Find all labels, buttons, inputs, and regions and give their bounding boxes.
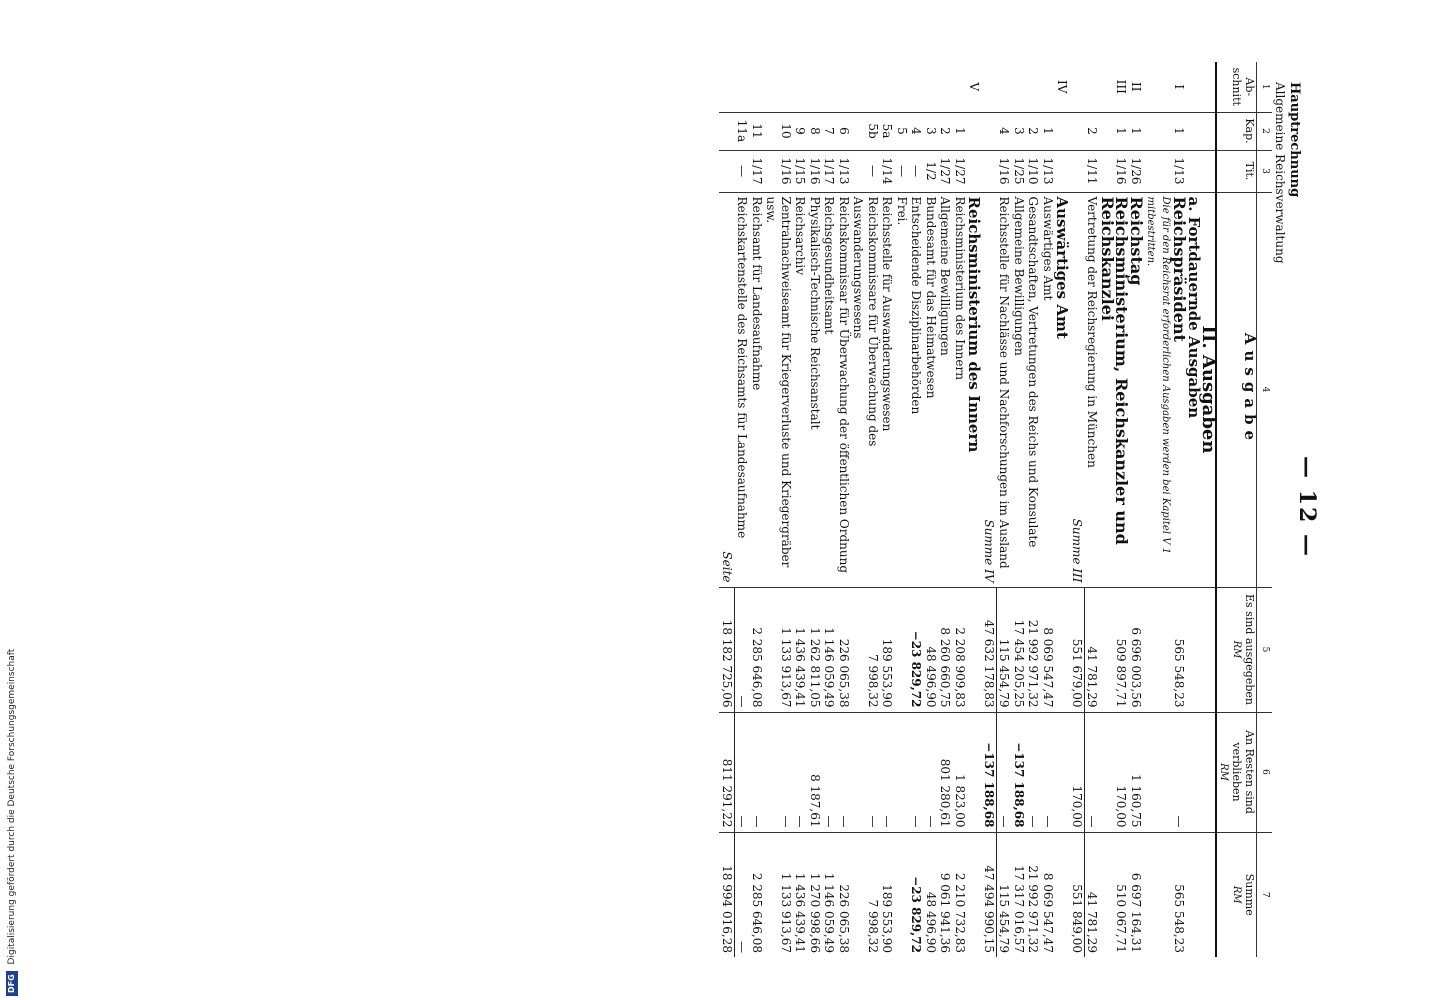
titel-cell: 1/10: [1026, 150, 1041, 192]
kapitel-cell: 10: [764, 112, 793, 150]
summe-cell: 510 067,71: [1114, 884, 1129, 953]
abschnitt-cell: [895, 62, 910, 112]
sum-summe: 551 849,00: [1070, 832, 1085, 957]
kapitel-cell: 2: [938, 112, 953, 150]
ledger-row-note: [1143, 62, 1172, 957]
colnum-5: 5: [1257, 587, 1272, 712]
reste-cell: —: [764, 712, 793, 832]
ledger-row-item: [837, 62, 852, 957]
ledger-row-item: [808, 62, 823, 957]
ausgegeben-cell: 1 436 439,41: [793, 587, 808, 712]
column-header-row: [1217, 62, 1258, 957]
description-cell: Allgemeine Bewilligungen: [1012, 192, 1027, 587]
ab-cell: [1187, 62, 1202, 112]
abschnitt-cell: [1041, 62, 1056, 112]
abschnitt-cell: [750, 62, 765, 112]
description-cell: Reichsministerium, Reichskanzler und Reichskanzlei: [1100, 192, 1129, 587]
abschnitt-cell: [793, 62, 808, 112]
ausgegeben-cell: 115 454,79: [997, 587, 1012, 712]
ausgegeben-cell: −23 829,72: [909, 587, 924, 712]
kapitel-cell: 5b: [851, 112, 880, 150]
titel-cell: 1/13: [1172, 150, 1187, 192]
unit-label: RM: [1231, 640, 1243, 659]
c6-cell: [1143, 712, 1172, 832]
kapitel-cell: 1: [1041, 112, 1056, 150]
summe-cell: 115 454,79: [997, 884, 1012, 953]
kap-cell: [1143, 112, 1172, 150]
abschnitt-cell: III: [1100, 62, 1129, 112]
abschnitt-cell: [837, 62, 852, 112]
header-summe-label: Summe: [1243, 873, 1257, 916]
ledger-row-item: [764, 62, 793, 957]
titel-cell: 1/2: [924, 150, 939, 192]
sum-reste: 170,00: [1070, 712, 1085, 832]
ledger-row-heading: [1201, 62, 1217, 957]
abschnitt-cell: [822, 62, 837, 112]
kapitel-cell: 3: [1012, 112, 1027, 150]
description-cell: Reichsamt für Landesaufnahme: [750, 192, 765, 587]
ledger-row-section: [967, 62, 982, 957]
tit-cell: [1055, 150, 1070, 192]
ledger-row-item: [1012, 62, 1027, 957]
reste-cell: 801 280,61: [938, 712, 953, 832]
ausgegeben-cell: 2 208 909,83: [953, 587, 968, 712]
ledger-row-item: [909, 62, 924, 957]
kapitel-cell: 11a: [735, 112, 750, 150]
ausgegeben-cell: 41 781,29: [1085, 587, 1100, 712]
ausgegeben-cell: 1 262 811,05: [808, 587, 823, 712]
description-cell: Frei.: [895, 192, 910, 587]
ausgegeben-cell: 7 998,32: [851, 587, 880, 712]
titel-cell: —: [851, 150, 880, 192]
ausgegeben-cell: —: [735, 587, 750, 712]
header-kap: Kap.: [1217, 112, 1258, 150]
summe-cell: 226 065,38: [837, 884, 851, 953]
kapitel-cell: 8: [808, 112, 823, 150]
tit-cell: [1187, 150, 1202, 192]
ledger-row-item: [1085, 62, 1100, 957]
c5-cell: [1055, 587, 1070, 712]
kap-cell: [1055, 112, 1070, 150]
description-cell: Zentralnachweiseamt für Kriegerverluste und Kriegergräber usw.: [764, 192, 793, 587]
description-cell: Vertretung der Reichsregierung in München: [1085, 192, 1100, 587]
tit-cell: [720, 150, 735, 192]
kap-cell: [1187, 112, 1202, 150]
description-cell: Physikalisch-Technische Reichsanstalt: [808, 192, 823, 587]
ausgegeben-cell: 17 454 205,25: [1012, 587, 1027, 712]
kapitel-cell: 1: [1100, 112, 1129, 150]
summe-cell: 565 548,23: [1172, 884, 1187, 953]
note-text: Die für den Reichsrat erforderlichen Ausgaben werden bei Kapitel V 1 mitbestritten.: [1143, 192, 1172, 587]
reste-cell: 170,00: [1100, 712, 1129, 832]
ledger-row-item: [924, 62, 939, 957]
header-reste-label: An Resten sind verblieben: [1230, 730, 1257, 814]
c7-cell: [1143, 832, 1172, 957]
titel-cell: 1/26: [1129, 150, 1144, 192]
description-cell: Reichsstelle für Auswanderungswesen: [880, 192, 895, 587]
ledger-row-item: [822, 62, 837, 957]
titel-cell: 1/13: [1041, 150, 1056, 192]
ledger-row-item: [750, 62, 765, 957]
sum-ausgegeben: 18 182 725,06: [720, 587, 735, 712]
abschnitt-cell: [764, 62, 793, 112]
titel-cell: 1/14: [880, 150, 895, 192]
kapitel-cell: 1: [1172, 112, 1187, 150]
ledger-row-item: [851, 62, 880, 957]
titel-cell: —: [735, 150, 750, 192]
reste-cell: —: [1041, 712, 1056, 832]
kap-cell: [1070, 112, 1085, 150]
sum-ausgegeben: 551 679,00: [1070, 587, 1085, 712]
abschnitt-cell: [808, 62, 823, 112]
header-ausgegeben: [1217, 587, 1258, 712]
ledger-row-section: [1055, 62, 1070, 957]
reste-cell: —: [997, 712, 1012, 832]
colnum-4: 4: [1257, 192, 1272, 587]
column-number-row: [1257, 62, 1272, 957]
titel-cell: —: [909, 150, 924, 192]
ledger-row-sum: [720, 62, 735, 957]
summe-cell: 6 697 164,31: [1129, 872, 1143, 953]
titel-cell: 1/15: [793, 150, 808, 192]
summe-cell: 48 496,90: [924, 891, 938, 953]
abschnitt-cell: [1012, 62, 1027, 112]
ledger-table: [720, 62, 1273, 957]
header-tit: Tit.: [1217, 150, 1258, 192]
titel-cell: 1/17: [822, 150, 837, 192]
summe-cell: −23 829,72: [909, 876, 924, 953]
ausgegeben-cell: 1 133 913,67: [764, 587, 793, 712]
reste-cell: −137 188,68: [1012, 712, 1027, 832]
description-cell: Reichskartenstelle des Reichsamts für Landesaufnahme: [735, 192, 750, 587]
ledger-row-item: [953, 62, 968, 957]
description-cell: Reichskommissar für Überwachung der öffentlichen Ordnung: [837, 192, 852, 587]
ausgegeben-cell: 509 897,71: [1100, 587, 1129, 712]
sum-reste: 811 291,22: [720, 712, 735, 832]
titel-cell: 1/11: [1085, 150, 1100, 192]
kapitel-cell: 1: [953, 112, 968, 150]
c7-cell: [1055, 832, 1070, 957]
kapitel-cell: 6: [837, 112, 852, 150]
ausgegeben-cell: 1 146 059,49: [822, 587, 837, 712]
reste-cell: 1 160,75: [1129, 712, 1144, 832]
sum-label: Seite: [720, 192, 735, 587]
header-subtitle: Allgemeine Reichsverwaltung: [1273, 82, 1287, 264]
unit-label: RM: [1231, 885, 1243, 904]
kapitel-cell: 1: [1129, 112, 1144, 150]
summe-cell: 1 133 913,67: [779, 872, 793, 953]
sum-ausgegeben: 47 632 178,83: [982, 587, 997, 712]
sum-label: Summe IV: [982, 192, 997, 587]
summe-cell: 1 436 439,41: [793, 872, 808, 953]
summe-cell: 189 553,90: [880, 884, 895, 953]
description-cell: Allgemeine Bewilligungen: [938, 192, 953, 587]
ledger-row-item: [997, 62, 1012, 957]
titel-cell: 1/16: [997, 150, 1012, 192]
reste-cell: [895, 712, 910, 832]
section-heading: II. Ausgaben: [1201, 192, 1217, 587]
titel-cell: 1/25: [1012, 150, 1027, 192]
ausgegeben-cell: [895, 587, 910, 712]
unit-label: RM: [1218, 763, 1230, 781]
ledger-page: [60, 42, 1330, 972]
summe-cell: 1 270 998,66: [808, 872, 822, 953]
titel-cell: 1/16: [808, 150, 823, 192]
ledger-body: [720, 62, 1220, 957]
reste-cell: —: [750, 712, 765, 832]
kap-cell: [982, 112, 997, 150]
header-reste: [1217, 712, 1258, 832]
reste-cell: 8 187,61: [808, 712, 823, 832]
reste-cell: —: [793, 712, 808, 832]
reste-cell: —: [735, 712, 750, 832]
c5-cell: [967, 587, 982, 712]
colnum-7: 7: [1257, 832, 1272, 957]
header-abschnitt: Ab-schnitt: [1217, 62, 1258, 112]
abschnitt-cell: [953, 62, 968, 112]
ausgegeben-cell: 189 553,90: [880, 587, 895, 712]
abschnitt-cell: V: [967, 62, 982, 112]
dfg-logo: DFG: [6, 971, 18, 996]
titel-cell: 1/13: [837, 150, 852, 192]
reste-cell: —: [822, 712, 837, 832]
abschnitt-cell: [851, 62, 880, 112]
reste-cell: —: [880, 712, 895, 832]
header-title: Hauptrechnung: [1287, 82, 1302, 198]
description-cell: Reichsarchiv: [793, 192, 808, 587]
description-cell: Gesandtschaften, Vertretungen des Reichs und Konsulate: [1026, 192, 1041, 587]
abschnitt-cell: [924, 62, 939, 112]
section-title: Reichsministerium des Innern: [967, 192, 982, 587]
reste-cell: —: [851, 712, 880, 832]
colnum-3: 3: [1257, 150, 1272, 192]
kapitel-cell: 5: [895, 112, 910, 150]
tit-cell: [1070, 150, 1085, 192]
sum-summe: 47 494 990,15: [982, 832, 997, 957]
reste-cell: —: [1085, 712, 1100, 832]
c7-cell: [967, 832, 982, 957]
summe-cell: 9 061 941,36: [938, 872, 953, 953]
c5-cell: [1187, 587, 1202, 712]
summe-cell: 2 285 646,08: [750, 872, 764, 953]
reste-cell: —: [924, 712, 939, 832]
kapitel-cell: 4: [909, 112, 924, 150]
titel-cell: 1/16: [764, 150, 793, 192]
sum-summe: 18 994 016,28: [720, 832, 735, 957]
kapitel-cell: 2: [1085, 112, 1100, 150]
ledger-row-item: [1041, 62, 1056, 957]
abschnitt-cell: [1085, 62, 1100, 112]
ledger-row-item: [938, 62, 953, 957]
kapitel-cell: 3: [924, 112, 939, 150]
c5-cell: [1201, 587, 1217, 712]
titel-cell: 1/27: [953, 150, 968, 192]
kap-cell: [967, 112, 982, 150]
c6-cell: [967, 712, 982, 832]
credit-text: Digitalisierung gefördert durch die Deutsche Forschungsgemeinschaft: [7, 648, 17, 965]
section-title: Auswärtiges Amt: [1055, 192, 1070, 587]
colnum-2: 2: [1257, 112, 1272, 150]
ledger-row-item: [895, 62, 910, 957]
abschnitt-cell: I: [1172, 62, 1187, 112]
ledger-row-item: [1172, 62, 1187, 957]
header-summe: [1217, 832, 1258, 957]
ab-cell: [1201, 62, 1217, 112]
section-heading: a. Fortdauernde Ausgaben: [1187, 192, 1202, 587]
description-cell: Bundesamt für das Heimatwesen: [924, 192, 939, 587]
description-cell: Entscheidende Disziplinarbehörden: [909, 192, 924, 587]
description-cell: Reichsgesundheitsamt: [822, 192, 837, 587]
header-ausgegeben-label: Es sind ausgegeben: [1243, 594, 1257, 705]
description-cell: Reichstag: [1129, 192, 1144, 587]
kapitel-cell: 9: [793, 112, 808, 150]
header-ausgabe: Ausgabe: [1217, 192, 1258, 587]
kapitel-cell: 11: [750, 112, 765, 150]
description-cell: Reichsministerium des Innern: [953, 192, 968, 587]
colnum-1: 1: [1257, 62, 1272, 112]
abschnitt-cell: [909, 62, 924, 112]
kap-cell: [1201, 112, 1217, 150]
c6-cell: [1187, 712, 1202, 832]
ausgegeben-cell: 565 548,23: [1172, 587, 1187, 712]
abschnitt-cell: [997, 62, 1012, 112]
reste-cell: —: [837, 712, 852, 832]
summe-cell: 21 992 971,32: [1026, 865, 1041, 953]
titel-cell: 1/16: [1100, 150, 1129, 192]
tit-cell: [1143, 150, 1172, 192]
ledger-row-item: [793, 62, 808, 957]
summe-cell: 1 146 059,49: [822, 872, 837, 953]
description-cell: Reichsstelle für Nachlässe und Nachforschungen im Ausland: [997, 192, 1012, 587]
description-cell: Reichspräsident: [1172, 192, 1187, 587]
ledger-row-sum: [982, 62, 997, 957]
c6-cell: [1055, 712, 1070, 832]
tit-cell: [967, 150, 982, 192]
running-header: [1272, 82, 1302, 264]
summe-cell: —: [735, 941, 750, 953]
ausgegeben-cell: 226 065,38: [837, 587, 852, 712]
description-cell: Reichskommissare für Überwachung des Auswanderungswesens: [851, 192, 880, 587]
tit-cell: [982, 150, 997, 192]
tit-cell: [1201, 150, 1217, 192]
ausgegeben-cell: 48 496,90: [924, 587, 939, 712]
reste-cell: —: [1172, 712, 1187, 832]
ausgegeben-cell: 6 696 003,56: [1129, 587, 1144, 712]
abschnitt-cell: [1026, 62, 1041, 112]
abschnitt-cell: II: [1129, 62, 1144, 112]
page-number: — 12 —: [1294, 456, 1320, 558]
c6-cell: [1201, 712, 1217, 832]
kapitel-cell: 2: [1026, 112, 1041, 150]
colnum-6: 6: [1257, 712, 1272, 832]
reste-cell: —: [1026, 712, 1041, 832]
description-cell: Auswärtiges Amt: [1041, 192, 1056, 587]
abschnitt-cell: [938, 62, 953, 112]
sum-reste: −137 188,68: [982, 712, 997, 832]
ausgegeben-cell: 8 260 660,75: [938, 587, 953, 712]
ausgegeben-cell: 21 992 971,32: [1026, 587, 1041, 712]
reste-cell: —: [909, 712, 924, 832]
ab-cell: [1070, 62, 1085, 112]
ab-cell: [720, 62, 735, 112]
summe-cell: 2 210 732,83: [953, 872, 967, 953]
ab-cell: [1143, 62, 1172, 112]
ab-cell: [982, 62, 997, 112]
kap-cell: [720, 112, 735, 150]
ledger-row-item: [735, 62, 750, 957]
kapitel-cell: 4: [997, 112, 1012, 150]
c5-cell: [1143, 587, 1172, 712]
summe-cell: [895, 832, 910, 957]
titel-cell: 1/27: [938, 150, 953, 192]
summe-cell: 7 998,32: [866, 899, 880, 953]
abschnitt-cell: [735, 62, 750, 112]
ledger-row-item: [1026, 62, 1041, 957]
reste-cell: 1 823,00: [953, 712, 968, 832]
c7-cell: [1187, 832, 1202, 957]
ausgegeben-cell: 2 285 646,08: [750, 587, 765, 712]
summe-cell: 8 069 547,47: [1041, 872, 1055, 953]
ledger-row-item: [1100, 62, 1129, 957]
abschnitt-cell: [880, 62, 895, 112]
kapitel-cell: 5a: [880, 112, 895, 150]
titel-cell: —: [895, 150, 910, 192]
digitization-credit: [4, 6, 20, 996]
ausgegeben-cell: 8 069 547,47: [1041, 587, 1056, 712]
summe-cell: 17 317 016,57: [1012, 865, 1026, 953]
abschnitt-cell: IV: [1055, 62, 1070, 112]
summe-cell: 41 781,29: [1085, 891, 1100, 953]
c7-cell: [1201, 832, 1217, 957]
kapitel-cell: 7: [822, 112, 837, 150]
sum-label: Summe III: [1070, 192, 1085, 587]
titel-cell: 1/17: [750, 150, 765, 192]
ledger-row-sum: [1070, 62, 1085, 957]
ledger-row-item: [880, 62, 895, 957]
